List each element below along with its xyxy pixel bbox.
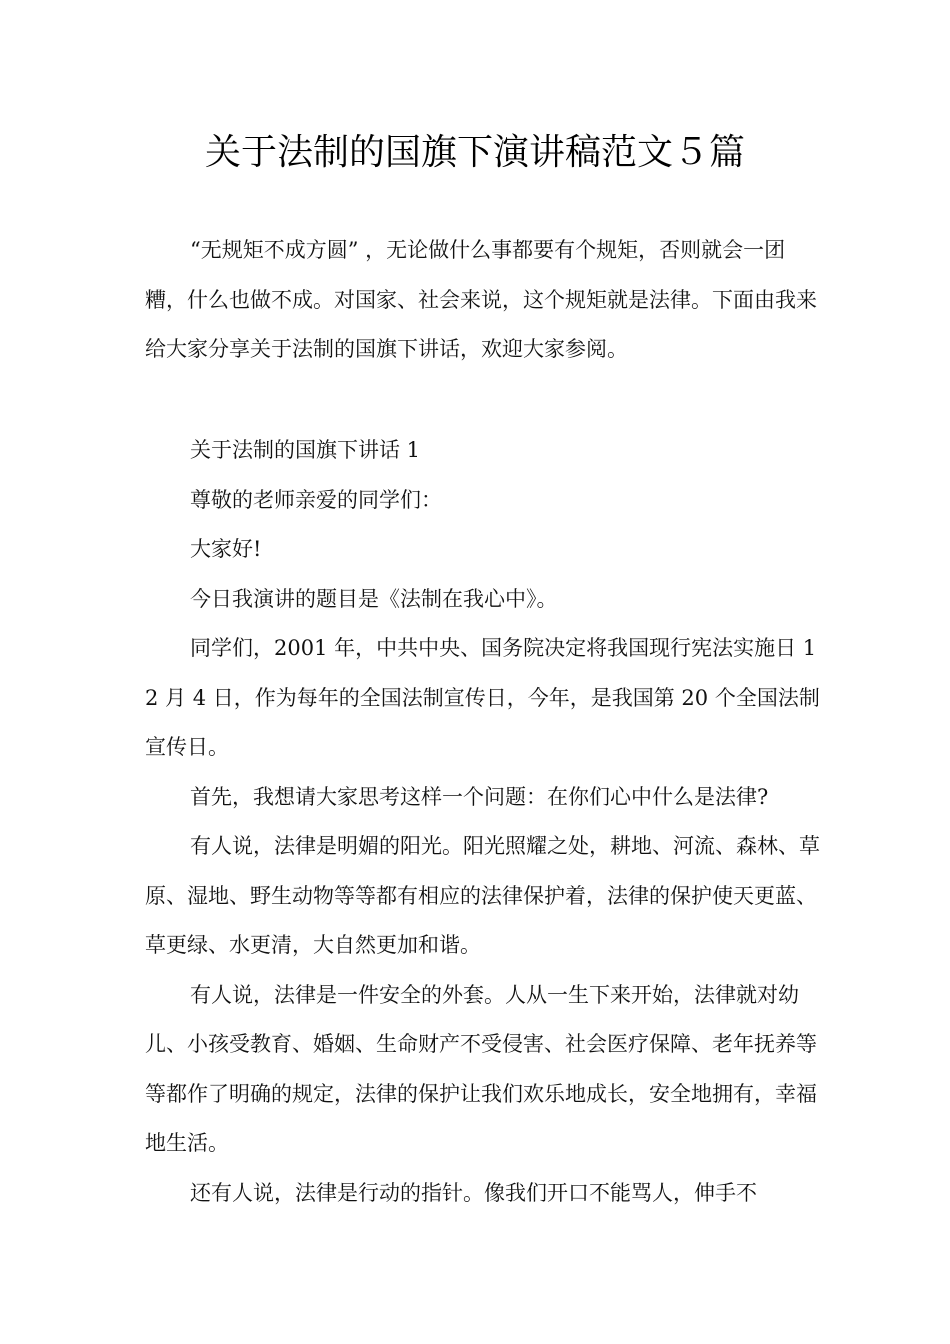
speech-paragraph: 有人说，法律是明媚的阳光。阳光照耀之处，耕地、河流、森林、草原、湿地、野生动物等等都有相应的法律保护着，法律的保护使天更蓝、草更绿、水更清，大自然更加和谐。 [145, 834, 820, 957]
intro-section [145, 226, 820, 375]
speech-paragraph: 尊敬的老师亲爱的同学们： [190, 487, 442, 512]
speech-paragraph: 同学们，2001 年，中共中央、国务院决定将我国现行宪法实施日 12 月 4 日，作为每年的全国法制宣传日，今年，是我国第 20 个全国法制宣传日。 [145, 636, 820, 759]
document-title: 关于法制的国旗下演讲稿范文５篇 [204, 132, 745, 173]
speech-section [145, 426, 820, 1218]
speech-paragraph: 有人说，法律是一件安全的外套。人从一生下来开始，法律就对幼儿、小孩受教育、婚姻、生命财产不受侵害、社会医疗保障、老年抚养等等都作了明确的规定，法律的保护让我们欢乐地成长，安全地拥有，幸福地生活。 [145, 982, 817, 1155]
speech-paragraph: 今日我演讲的题目是《法制在我心中》。 [190, 586, 558, 611]
intro-paragraph: “无规矩不成方圆” ，无论做什么事都要有个规矩，否则就会一团糟，什么也做不成。对国家、社会来说，这个规矩就是法律。下面由我来给大家分享关于法制的国旗下讲话，欢迎大家参阅。 [145, 238, 817, 361]
speech-paragraph: 还有人说，法律是行动的指针。像我们开口不能骂人，伸手不 [190, 1180, 757, 1205]
speech-paragraph: 大家好! [190, 537, 262, 561]
speech-heading: 关于法制的国旗下讲话 1 [190, 438, 421, 462]
speech-paragraph: 首先，我想请大家思考这样一个问题：在你们心中什么是法律? [190, 784, 769, 809]
